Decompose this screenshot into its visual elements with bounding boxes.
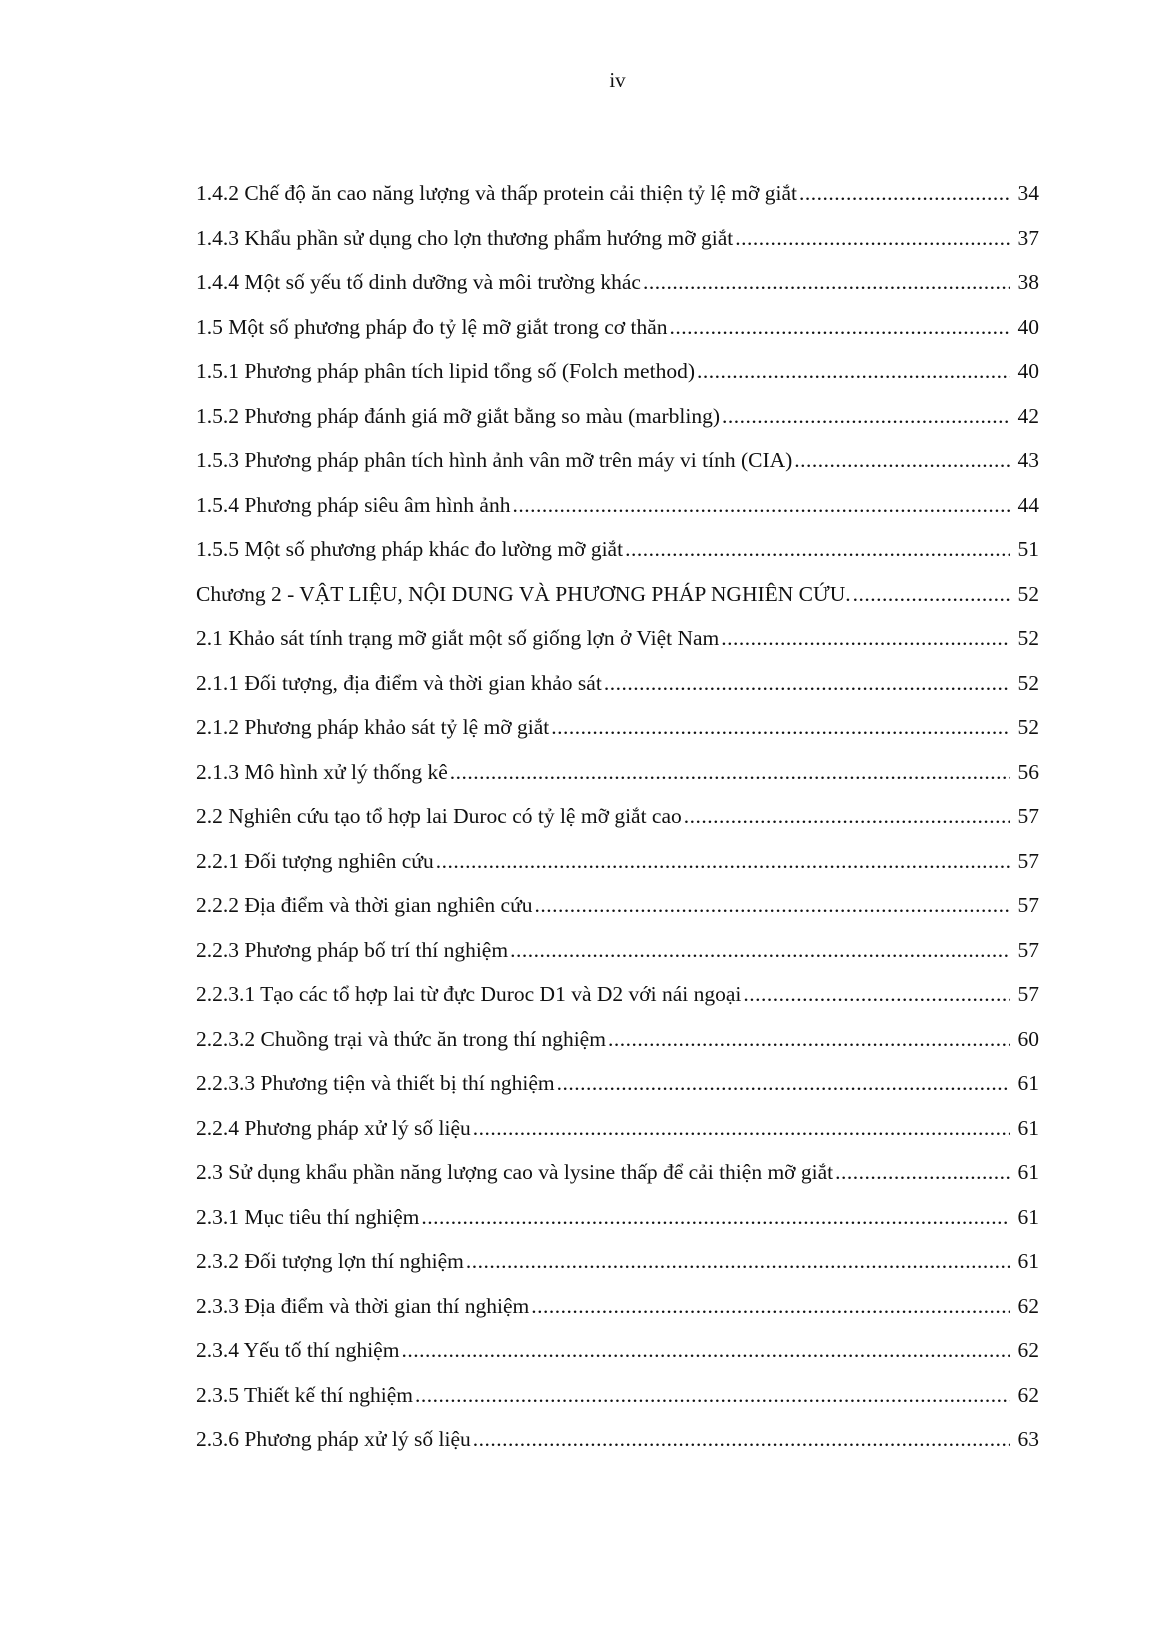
toc-entry-title: 2.2.1 Đối tượng nghiên cứu [196, 848, 434, 873]
table-of-contents [196, 181, 1039, 1472]
toc-entry-page: 62 [1017, 1338, 1039, 1362]
toc-dot-leader [510, 938, 1010, 963]
toc-entry-title: 2.1.3 Mô hình xử lý thống kê [196, 759, 448, 784]
toc-entry-page: 52 [1017, 670, 1039, 695]
toc-dot-leader [531, 1294, 1010, 1319]
toc-entry-page: 61 [1017, 1160, 1039, 1184]
toc-entry [196, 849, 1039, 894]
toc-dot-leader [670, 315, 1010, 340]
toc-entry-title: 1.5.5 Một số phương pháp khác đo lường mỡ giắt [196, 537, 624, 561]
toc-entry-page: 61 [1017, 1204, 1039, 1229]
toc-entry-page: 52 [1017, 581, 1039, 606]
toc-entry-page: 38 [1017, 270, 1039, 294]
toc-dot-leader [436, 849, 1010, 874]
toc-entry-page: 57 [1017, 982, 1039, 1006]
toc-entry-page: 62 [1017, 1382, 1039, 1407]
toc-entry-title: 1.5.2 Phương pháp đánh giá mỡ giắt bằng so màu (marbling) [196, 403, 721, 428]
toc-dot-leader [743, 982, 1010, 1007]
toc-entry-title: 1.5.3 Phương pháp phân tích hình ảnh vân mỡ trên máy vi tính (CIA) [196, 448, 793, 472]
toc-dot-leader [853, 582, 1010, 607]
toc-dot-leader [604, 671, 1010, 696]
toc-entry-page: 63 [1017, 1427, 1039, 1451]
toc-dot-leader [473, 1427, 1010, 1452]
toc-dot-leader [643, 270, 1010, 295]
toc-entry-page: 52 [1017, 626, 1039, 650]
toc-entry-title: 2.1 Khảo sát tính trạng mỡ giắt một số giống lợn ở Việt Nam [196, 626, 720, 650]
toc-entry-page: 44 [1017, 492, 1039, 517]
toc-entry-title: 1.5.4 Phương pháp siêu âm hình ảnh [196, 492, 511, 517]
toc-entry-title: 2.3.6 Phương pháp xử lý số liệu [196, 1427, 471, 1451]
toc-entry-page: 61 [1017, 1249, 1039, 1273]
toc-entry [196, 804, 1039, 849]
toc-entry [196, 982, 1039, 1027]
toc-entry-title: 2.3.1 Mục tiêu thí nghiệm [196, 1204, 420, 1229]
toc-dot-leader [421, 1205, 1010, 1230]
toc-entry [196, 715, 1039, 760]
toc-dot-leader [415, 1383, 1010, 1408]
toc-entry [196, 359, 1039, 404]
toc-entry-title: 2.1.2 Phương pháp khảo sát tỷ lệ mỡ giắt [196, 715, 550, 739]
toc-entry [196, 1338, 1039, 1383]
toc-entry-page: 57 [1017, 937, 1039, 962]
toc-entry-title: 1.4.4 Một số yếu tố dinh dưỡng và môi trường khác [196, 270, 641, 294]
toc-entry [196, 448, 1039, 493]
toc-entry [196, 1427, 1039, 1472]
toc-dot-leader [608, 1027, 1010, 1052]
toc-entry-page: 52 [1017, 715, 1039, 739]
toc-entry [196, 1027, 1039, 1072]
toc-entry-title: 2.1.1 Đối tượng, địa điểm và thời gian khảo sát [196, 670, 602, 695]
toc-entry-page: 61 [1017, 1071, 1039, 1095]
toc-entry-page: 37 [1017, 225, 1039, 250]
toc-entry [196, 226, 1039, 271]
toc-entry-title: 2.2.3.3 Phương tiện và thiết bị thí nghiệm [196, 1071, 555, 1095]
toc-dot-leader [551, 715, 1010, 740]
toc-entry-page: 40 [1017, 314, 1039, 339]
toc-entry [196, 893, 1039, 938]
toc-entry [196, 404, 1039, 449]
toc-entry-title: Chương 2 - VẬT LIỆU, NỘI DUNG VÀ PHƯƠNG PHÁP NGHIÊN CỨU. [196, 581, 851, 606]
toc-entry-page: 57 [1017, 893, 1039, 917]
toc-entry [196, 493, 1039, 538]
toc-entry-title: 1.4.2 Chế độ ăn cao năng lượng và thấp protein cải thiện tỷ lệ mỡ giắt [196, 181, 798, 205]
toc-entry-title: 2.2.4 Phương pháp xử lý số liệu [196, 1115, 471, 1140]
toc-entry [196, 760, 1039, 805]
toc-entry [196, 582, 1039, 627]
toc-dot-leader [512, 493, 1010, 518]
toc-entry [196, 181, 1039, 226]
toc-dot-leader [835, 1160, 1010, 1185]
toc-entry-page: 43 [1017, 448, 1039, 472]
toc-entry [196, 315, 1039, 360]
toc-dot-leader [722, 404, 1010, 429]
toc-entry [196, 1249, 1039, 1294]
toc-entry [196, 270, 1039, 315]
toc-entry-title: 2.2 Nghiên cứu tạo tổ hợp lai Duroc có tỷ lệ mỡ giắt cao [196, 804, 682, 828]
toc-entry-title: 1.5 Một số phương pháp đo tỷ lệ mỡ giắt trong cơ thăn [196, 314, 668, 339]
toc-entry [196, 1071, 1039, 1116]
toc-entry-page: 61 [1017, 1115, 1039, 1140]
toc-entry-page: 60 [1017, 1026, 1039, 1051]
toc-entry-page: 40 [1017, 359, 1039, 383]
toc-entry [196, 938, 1039, 983]
toc-entry [196, 537, 1039, 582]
toc-dot-leader [466, 1249, 1010, 1274]
toc-dot-leader [401, 1338, 1010, 1363]
toc-entry-title: 2.2.3.1 Tạo các tổ hợp lai từ đực Duroc D1 và D2 với nái ngoại [196, 982, 742, 1006]
toc-entry-page: 57 [1017, 848, 1039, 873]
toc-entry [196, 1116, 1039, 1161]
toc-entry [196, 671, 1039, 716]
toc-entry [196, 1383, 1039, 1428]
toc-entry [196, 626, 1039, 671]
toc-entry-title: 2.3.2 Đối tượng lợn thí nghiệm [196, 1249, 464, 1273]
toc-dot-leader [535, 893, 1011, 918]
toc-entry-title: 2.2.3.2 Chuồng trại và thức ăn trong thí nghiệm [196, 1026, 606, 1051]
toc-entry-title: 2.3.3 Địa điểm và thời gian thí nghiệm [196, 1293, 530, 1318]
toc-entry-title: 2.3.5 Thiết kế thí nghiệm [196, 1382, 413, 1407]
toc-entry-page: 51 [1017, 537, 1039, 561]
toc-dot-leader [684, 804, 1010, 829]
toc-dot-leader [473, 1116, 1010, 1141]
toc-dot-leader [794, 448, 1010, 473]
toc-entry-page: 34 [1017, 181, 1039, 205]
toc-dot-leader [735, 226, 1010, 251]
toc-entry-title: 2.2.2 Địa điểm và thời gian nghiên cứu [196, 893, 533, 917]
toc-dot-leader [557, 1071, 1010, 1096]
toc-entry-page: 56 [1017, 759, 1039, 784]
toc-entry-page: 62 [1017, 1293, 1039, 1318]
toc-entry-page: 57 [1017, 804, 1039, 828]
page-number: iv [609, 68, 626, 92]
toc-entry-page: 42 [1017, 403, 1039, 428]
toc-entry [196, 1205, 1039, 1250]
toc-dot-leader [721, 626, 1010, 651]
toc-entry-title: 1.5.1 Phương pháp phân tích lipid tổng số (Folch method) [196, 359, 695, 383]
toc-entry-title: 2.3 Sử dụng khẩu phần năng lượng cao và lysine thấp để cải thiện mỡ giắt [196, 1160, 834, 1184]
toc-dot-leader [625, 537, 1010, 562]
toc-dot-leader [799, 181, 1010, 206]
toc-entry-title: 2.2.3 Phương pháp bố trí thí nghiệm [196, 937, 509, 962]
toc-entry-title: 2.3.4 Yếu tố thí nghiệm [196, 1338, 400, 1362]
toc-dot-leader [450, 760, 1010, 785]
toc-entry [196, 1160, 1039, 1205]
toc-entry-title: 1.4.3 Khẩu phần sử dụng cho lợn thương phẩm hướng mỡ giắt [196, 225, 734, 250]
toc-entry [196, 1294, 1039, 1339]
toc-dot-leader [697, 359, 1010, 384]
